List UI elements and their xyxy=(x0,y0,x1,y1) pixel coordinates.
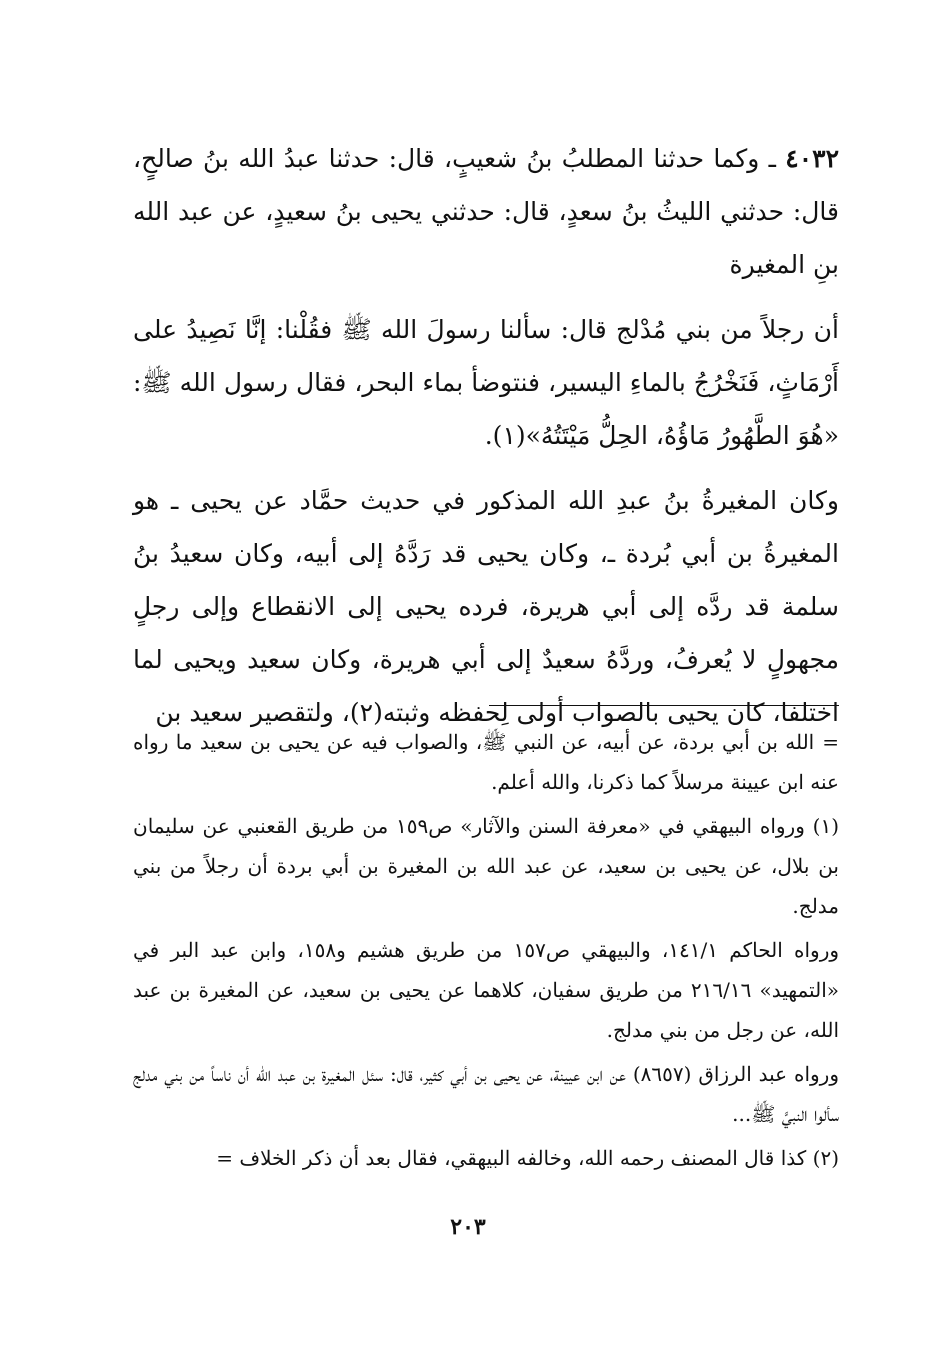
hadith-matn: أن رجلاً من بني مُدْلج قال: سألنا رسولَ الله ﷺ فقُلْنا: إنَّا نَصِيدُ على أَرْمَاثٍ، فَنَخْرُجُ بالماءِ اليسير، فنتوضأ بماء البحر، فقال رسول الله ﷺ: «هُوَ الطَّهُورُ مَاؤُهُ، الحِلُّ مَيْتَتُهُ»(١). xyxy=(133,315,839,450)
hadith-isnad-paragraph xyxy=(133,132,839,291)
main-text xyxy=(133,132,839,739)
footnotes xyxy=(133,722,839,1178)
footnote-1-part-2: ورواه الحاكم ١٤١/١، والبيهقي ص١٥٧ من طريق هشيم و١٥٨، وابن عبد البر في «التمهيد» ٢١٦/١٦ من طريق سفيان، كلاهما عن يحيى بن سعيد، عن المغيرة بن عبد الله، عن رجل من بني مدلج. xyxy=(133,938,840,1042)
footnote-2: (٢) كذا قال المصنف رحمه الله، وخالفه البيهقي، فقال بعد أن ذكر الخلاف = xyxy=(216,1146,839,1170)
commentary-paragraph: وكان المغيرةُ بنُ عبدِ الله المذكور في حديث حمَّاد عن يحيى ـ هو المغيرةُ بن أبي بُردة ـ، وكان يحيى قد رَدَّهُ إلى أبيه، وكان سعيدُ بنُ سلمة قد ردَّه إلى أبي هريرة، فرده يحيى إلى الانقطاع وإلى رجلٍ مجهولٍ لا يُعرفُ، وردَّهُ سعيدٌ إلى أبي هريرة، وكان سعيد ويحيى لما اختلفا، كان يحيى بالصواب أولى لِحفظه وثبته(٢)، ولتقصير سعيد بن xyxy=(133,486,839,727)
hadith-isnad: ـ وكما حدثنا المطلبُ بنُ شعيبٍ، قال: حدثنا عبدُ الله بنُ صالحٍ، قال: حدثني الليثُ بنُ سعدٍ، قال: حدثني يحيى بنُ سعيدٍ، عن عبد الله بنِ المغيرة xyxy=(133,144,839,279)
footnote-continuation xyxy=(133,722,839,802)
footnote-1-part-3: ورواه عبد الرزاق (٨٦٥٧) عن ابن عيينة، عن يحيى بن أبي كثير، قال: سئل المغيرة بن عبد الله أن ناساً من بني مدلج سألوا النبيَّ ﷺ... xyxy=(133,1062,840,1126)
page-number: ٢٠٣ xyxy=(450,1214,486,1240)
continuation-mark: = xyxy=(822,730,839,754)
hadith-number: ٤٠٣٢ xyxy=(785,144,839,173)
footnote-continuation-text: الله بن أبي بردة، عن أبيه، عن النبي ﷺ، والصواب فيه عن يحيى بن سعيد ما رواه عنه ابن عيينة مرسلاً كما ذكرنا، والله أعلم. xyxy=(133,730,839,794)
footnote-1: (١) ورواه البيهقي في «معرفة السنن والآثار» ص١٥٩ من طريق القعنبي عن سليمان بن بلال، عن يحيى بن سعيد، عن عبد الله بن المغيرة بن أبي بردة أن رجلاً من بني مدلج. xyxy=(133,814,840,918)
footnote-divider xyxy=(489,705,839,706)
